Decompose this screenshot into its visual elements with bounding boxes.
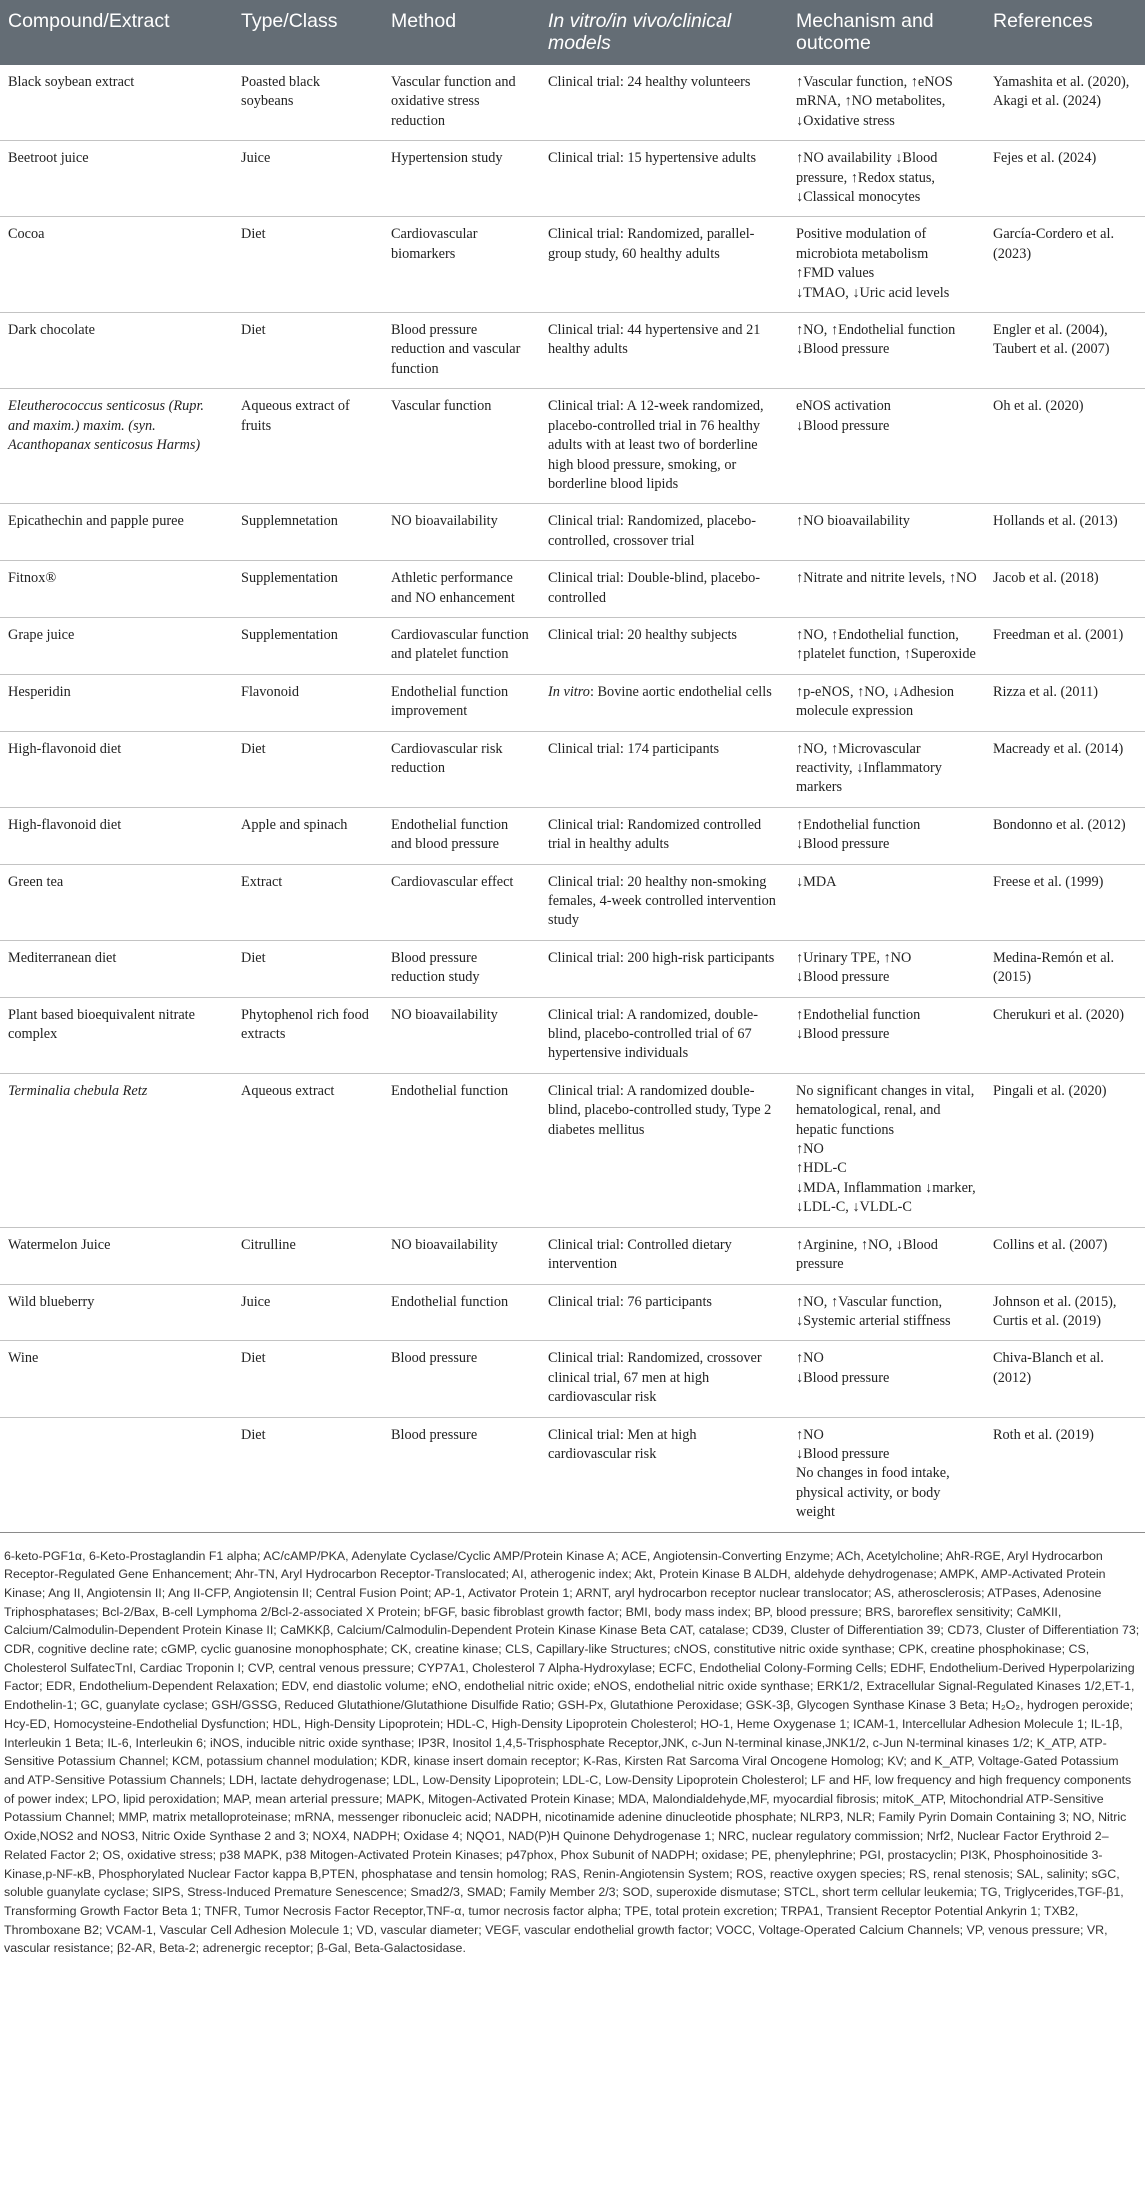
cell-compound: Green tea (0, 864, 233, 940)
cell-compound: Terminalia chebula Retz (0, 1073, 233, 1227)
cell-method: Blood pressure (383, 1341, 540, 1417)
cell-references: Pingali et al. (2020) (985, 1073, 1145, 1227)
cell-type: Supplementation (233, 617, 383, 674)
cell-compound (0, 1417, 233, 1532)
cell-compound: Grape juice (0, 617, 233, 674)
table-row (0, 217, 1145, 313)
cell-type: Flavonoid (233, 674, 383, 731)
cell-method: NO bioavailability (383, 1227, 540, 1284)
cell-mechanism: ↑Vascular function, ↑eNOS mRNA, ↑NO metabolites, ↓Oxidative stress (788, 65, 985, 141)
cell-compound: Epicathechin and papple puree (0, 504, 233, 561)
cell-references: Jacob et al. (2018) (985, 561, 1145, 618)
table-row (0, 1341, 1145, 1417)
cell-models: Clinical trial: 44 hypertensive and 21 healthy adults (540, 313, 788, 389)
table-row (0, 561, 1145, 618)
cell-models: Clinical trial: 76 participants (540, 1284, 788, 1341)
table-row (0, 504, 1145, 561)
table-body (0, 65, 1145, 1532)
cell-compound: Cocoa (0, 217, 233, 313)
table-row (0, 1227, 1145, 1284)
cell-mechanism: ↑NO bioavailability (788, 504, 985, 561)
cell-compound: Dark chocolate (0, 313, 233, 389)
cell-models: Clinical trial: 15 hypertensive adults (540, 141, 788, 217)
cell-references: Engler et al. (2004), Taubert et al. (2007) (985, 313, 1145, 389)
cell-models: Clinical trial: Controlled dietary intervention (540, 1227, 788, 1284)
cell-method: Endothelial function improvement (383, 674, 540, 731)
cell-method: Cardiovascular risk reduction (383, 731, 540, 807)
header-method: Method (383, 0, 540, 65)
cell-mechanism: No significant changes in vital, hematological, renal, and hepatic functions ↑NO ↑HDL-C ↓MDA, Inflammation ↓marker, ↓LDL-C, ↓VLDL-C (788, 1073, 985, 1227)
cell-compound: Plant based bioequivalent nitrate complex (0, 997, 233, 1073)
cell-method: Cardiovascular effect (383, 864, 540, 940)
table-row (0, 864, 1145, 940)
cell-compound: Watermelon Juice (0, 1227, 233, 1284)
cell-compound: Beetroot juice (0, 141, 233, 217)
cell-type: Phytophenol rich food extracts (233, 997, 383, 1073)
cell-mechanism: ↑p-eNOS, ↑NO, ↓Adhesion molecule expression (788, 674, 985, 731)
cell-method: Endothelial function (383, 1284, 540, 1341)
header-row (0, 0, 1145, 65)
cell-references: Hollands et al. (2013) (985, 504, 1145, 561)
cell-models: In vitro: Bovine aortic endothelial cells (540, 674, 788, 731)
cell-mechanism: ↑Endothelial function ↓Blood pressure (788, 997, 985, 1073)
table-row (0, 617, 1145, 674)
cell-method: Endothelial function (383, 1073, 540, 1227)
cell-models: Clinical trial: Double-blind, placebo-controlled (540, 561, 788, 618)
cell-references: Chiva-Blanch et al. (2012) (985, 1341, 1145, 1417)
cell-type: Diet (233, 217, 383, 313)
cell-type: Citrulline (233, 1227, 383, 1284)
cell-references: Medina-Remón et al. (2015) (985, 940, 1145, 997)
cell-compound: Fitnox® (0, 561, 233, 618)
cell-references: Yamashita et al. (2020), Akagi et al. (2024) (985, 65, 1145, 141)
table-row (0, 1073, 1145, 1227)
cell-method: Endothelial function and blood pressure (383, 807, 540, 864)
cell-compound: Wine (0, 1341, 233, 1417)
header-references: References (985, 0, 1145, 65)
cell-type: Diet (233, 313, 383, 389)
cell-method: Hypertension study (383, 141, 540, 217)
cell-mechanism: ↑Urinary TPE, ↑NO ↓Blood pressure (788, 940, 985, 997)
cell-references: Bondonno et al. (2012) (985, 807, 1145, 864)
cell-references: Fejes et al. (2024) (985, 141, 1145, 217)
table-row (0, 997, 1145, 1073)
cell-models: Clinical trial: 24 healthy volunteers (540, 65, 788, 141)
cell-type: Poasted black soybeans (233, 65, 383, 141)
cell-references: Rizza et al. (2011) (985, 674, 1145, 731)
table-row (0, 389, 1145, 504)
cell-type: Apple and spinach (233, 807, 383, 864)
cell-type: Supplementation (233, 561, 383, 618)
cell-method: Athletic performance and NO enhancement (383, 561, 540, 618)
table-row (0, 1417, 1145, 1532)
cell-compound: High-flavonoid diet (0, 731, 233, 807)
abbreviations-footnote: 6-keto-PGF1α, 6-Keto-Prostaglandin F1 alpha; AC/cAMP/PKA, Adenylate Cyclase/Cyclic AMP/Protein Kinase A; ACE, Angiotensin-Converting Enzyme; ACh, Acetylcholine; AhR-RGE, Aryl Hydrocarbon Receptor-Regulated Gene Enhancement; Ahr-TN, Aryl Hydrocarbon Receptor-Translocated; AI, atherogenic index; Akt, Protein Kinase B ALDH, aldehyde dehydrogenase; AMPK, AMP-Activated Protein Kinase; Ang II, Angiotensin II; Ang II-CFP, Angiotensin II; Central Fusion Point; AP-1, Activator Protein 1; ARNT, aryl hydrocarbon receptor nuclear translocator; AS, atherosclerosis; ATPases, Adenosine Triphosphatases; Bcl-2/Bax, B-cell Lymphoma 2/Bcl-2-associated X Protein; bFGF, basic fibroblast growth factor; BMI, body mass index; BP, blood pressure; BRS, baroreflex sensitivity; CaMKII, Calcium/Calmodulin-Dependent Protein Kinase II; CaMKKβ, Calcium/Calmodulin-Dependent Protein Kinase Kinase Beta CAT, catalase; CD39, Cluster of Differentiation 39; CD73, Cluster of Differentiation 73; CDR, cognitive decline rate; cGMP, cyclic guanosine monophosphate; CK, creatine kinase; CLS, Capillary-like Structures; cNOS, constitutive nitric oxide synthase; CPK, creatine phosphokinase; CS, Cholesterol SulfatecTnI, Cardiac Troponin I; CVP, central venous pressure; CYP7A1, Cholesterol 7 Alpha-Hydroxylase; ECFC, Endothelial Colony-Forming Cells; EDHF, Endothelium-Derived Hyperpolarizing Factor; EDR, Endothelium-Dependent Relaxation; EDV, end diastolic volume; eNO, endothelial nitric oxide; eNOS, endothelial nitric oxide synthase; ERK1/2, Extracellular Signal-Regulated Kinases 1/2,ET-1, Endothelin-1; GC, guanylate cyclase; GSH/GSSG, Reduced Glutathione/Glutathione Disulfide Ratio; GSH-Px, Glutathione Peroxidase; GSK-3β, Glycogen Synthase Kinase 3 Beta; H₂O₂, hydrogen peroxide; Hcy-ED, Homocysteine-Endothelial Dysfunction; HDL, High-Density Lipoprotein; HDL-C, High-Density Lipoprotein Cholesterol; HO-1, Heme Oxygenase 1; ICAM-1, Intercellular Adhesion Molecule 1; IL-1β, Interleukin 1 Beta; IL-6, Interleukin 6; iNOS, inducible nitric oxide synthase; IP3R, Inositol 1,4,5-Trisphosphate Receptor,JNK, c-Jun N-terminal kinase,JNK1/2, c-Jun N-terminal kinases 1/2; K_ATP, ATP-Sensitive Potassium Channel; KCM, potassium channel modulation; KDR, kinase insert domain receptor; K-Ras, Kirsten Rat Sarcoma Viral Oncogene Homolog; KV; and K_ATP, Voltage-Gated Potassium and ATP-Sensitive Potassium Channels; LDH, lactate dehydrogenase; LDL, Low-Density Lipoprotein; LDL-C, Low-Density Lipoprotein Cholesterol; LF and HF, low frequency and high frequency components of power index; LPO, lipid peroxidation; MAP, mean arterial pressure; MAPK, Mitogen-Activated Protein Kinase; MDA, Malondialdehyde,MF, myocardial fibrosis; mitoK_ATP, Mitochondrial ATP-Sensitive Potassium Channel; MMP, matrix metalloproteinase; mRNA, messenger ribonucleic acid; NADPH, nicotinamide adenine dinucleotide phosphate; NLRP3, NLR; Family Pyrin Domain Containing 3; NO, Nitric Oxide,NOS2 and NOS3, Nitric Oxide Synthase 2 and 3; NOX4, NADPH; Oxidase 4; NQO1, NAD(P)H Quinone Dehydrogenase 1; NRC, nuclear regulatory commission; Nrf2, Nuclear Factor Erythroid 2–Related Factor 2; OS, oxidative stress; p38 MAPK, p38 Mitogen-Activated Protein Kinases; p47phox, Phox Subunit of NADPH; oxidase; PE, phenylephrine; PGI, prostacyclin; PI3K, Phosphoinositide 3-Kinase,p-NF-κB, Phosphorylated Nuclear Factor kappa B,PTEN, phosphatase and tensin homolog; RAS, Renin-Angiotensin System; ROS, reactive oxygen species; RS, renal stenosis; SAL, salinity; sGC, soluble guanylate cyclase; SIPS, Stress-Induced Premature Senescence; Smad2/3, SMAD; Family Member 2/3; SOD, superoxide dismutase; STCL, short term cellular leukemia; TG, Triglycerides,TGF-β1, Transforming Growth Factor Beta 1; TNFR, Tumor Necrosis Factor Receptor,TNF-α, tumor necrosis factor alpha; TPE, total protein excretion; TRPA1, Transient Receptor Potential Ankyrin 1; TXB2, Thromboxane B2; VCAM-1, Vascular Cell Adhesion Molecule 1; VD, vascular diameter; VEGF, vascular endothelial growth factor; VOCC, Voltage-Operated Calcium Channels; VP, venous pressure; VR, vascular resistance; β2-AR, Beta-2; adrenergic receptor; β-Gal, Beta-Galactosidase. (4, 1548, 1140, 1956)
table-row (0, 940, 1145, 997)
table-header (0, 0, 1145, 65)
cell-method: Blood pressure (383, 1417, 540, 1532)
table-row (0, 807, 1145, 864)
cell-mechanism: ↑Nitrate and nitrite levels, ↑NO (788, 561, 985, 618)
cell-type: Diet (233, 1417, 383, 1532)
cell-models: Clinical trial: 20 healthy subjects (540, 617, 788, 674)
cell-method: Cardiovascular biomarkers (383, 217, 540, 313)
table-row (0, 1284, 1145, 1341)
header-compound: Compound/Extract (0, 0, 233, 65)
cell-type: Aqueous extract of fruits (233, 389, 383, 504)
cell-references: Freedman et al. (2001) (985, 617, 1145, 674)
cell-mechanism: ↓MDA (788, 864, 985, 940)
cell-mechanism: ↑NO, ↑Endothelial function ↓Blood pressure (788, 313, 985, 389)
header-mechanism: Mechanism and outcome (788, 0, 985, 65)
cell-models: Clinical trial: 20 healthy non-smoking females, 4-week controlled intervention study (540, 864, 788, 940)
cell-mechanism: ↑NO ↓Blood pressure No changes in food intake, physical activity, or body weight (788, 1417, 985, 1532)
cell-references: García-Cordero et al. (2023) (985, 217, 1145, 313)
header-type: Type/Class (233, 0, 383, 65)
cell-models: Clinical trial: A 12-week randomized, placebo-controlled trial in 76 healthy adults with at least two of borderline high blood pressure, smoking, or borderline blood lipids (540, 389, 788, 504)
cell-mechanism: ↑NO, ↑Endothelial function, ↑platelet function, ↑Superoxide (788, 617, 985, 674)
cell-models: Clinical trial: A randomized double-blind, placebo-controlled study, Type 2 diabetes mellitus (540, 1073, 788, 1227)
cell-references: Freese et al. (1999) (985, 864, 1145, 940)
cell-mechanism: ↑Arginine, ↑NO, ↓Blood pressure (788, 1227, 985, 1284)
table-row (0, 141, 1145, 217)
cell-method: NO bioavailability (383, 504, 540, 561)
cell-references: Collins et al. (2007) (985, 1227, 1145, 1284)
table-row (0, 65, 1145, 141)
cell-compound: Hesperidin (0, 674, 233, 731)
cell-references: Oh et al. (2020) (985, 389, 1145, 504)
header-models: In vitro/in vivo/clinical models (540, 0, 788, 65)
cell-type: Supplemnetation (233, 504, 383, 561)
cell-mechanism: ↑NO ↓Blood pressure (788, 1341, 985, 1417)
cell-models: Clinical trial: Randomized controlled trial in healthy adults (540, 807, 788, 864)
cell-method: Vascular function (383, 389, 540, 504)
cell-references: Roth et al. (2019) (985, 1417, 1145, 1532)
cell-mechanism: ↑NO, ↑Vascular function, ↓Systemic arterial stiffness (788, 1284, 985, 1341)
cell-compound: Black soybean extract (0, 65, 233, 141)
cell-type: Juice (233, 1284, 383, 1341)
cell-mechanism: ↑NO, ↑Microvascular reactivity, ↓Inflammatory markers (788, 731, 985, 807)
cell-models: Clinical trial: A randomized, double-blind, placebo-controlled trial of 67 hypertensive individuals (540, 997, 788, 1073)
cell-type: Juice (233, 141, 383, 217)
cell-method: Blood pressure reduction study (383, 940, 540, 997)
cell-models: Clinical trial: 200 high-risk participants (540, 940, 788, 997)
cell-models: Clinical trial: Men at high cardiovascular risk (540, 1417, 788, 1532)
cell-compound: High-flavonoid diet (0, 807, 233, 864)
table-row (0, 313, 1145, 389)
cell-compound: Wild blueberry (0, 1284, 233, 1341)
cell-mechanism: ↑Endothelial function ↓Blood pressure (788, 807, 985, 864)
cell-type: Diet (233, 940, 383, 997)
cell-method: Vascular function and oxidative stress reduction (383, 65, 540, 141)
cell-type: Diet (233, 731, 383, 807)
cell-models: Clinical trial: Randomized, crossover clinical trial, 67 men at high cardiovascular risk (540, 1341, 788, 1417)
cell-type: Extract (233, 864, 383, 940)
cell-models: Clinical trial: 174 participants (540, 731, 788, 807)
cell-mechanism: ↑NO availability ↓Blood pressure, ↑Redox status, ↓Classical monocytes (788, 141, 985, 217)
cell-models: Clinical trial: Randomized, placebo-controlled, crossover trial (540, 504, 788, 561)
table-row (0, 674, 1145, 731)
cell-type: Aqueous extract (233, 1073, 383, 1227)
cell-method: NO bioavailability (383, 997, 540, 1073)
cell-mechanism: Positive modulation of microbiota metabolism ↑FMD values ↓TMAO, ↓Uric acid levels (788, 217, 985, 313)
cell-references: Johnson et al. (2015), Curtis et al. (2019) (985, 1284, 1145, 1341)
cell-references: Macready et al. (2014) (985, 731, 1145, 807)
cell-type: Diet (233, 1341, 383, 1417)
cell-compound: Mediterranean diet (0, 940, 233, 997)
cell-references: Cherukuri et al. (2020) (985, 997, 1145, 1073)
table-row (0, 731, 1145, 807)
cell-mechanism: eNOS activation ↓Blood pressure (788, 389, 985, 504)
cell-compound: Eleutherococcus senticosus (Rupr. and maxim.) maxim. (syn. Acanthopanax senticosus Harms) (0, 389, 233, 504)
cell-method: Cardiovascular function and platelet function (383, 617, 540, 674)
cell-models: Clinical trial: Randomized, parallel-group study, 60 healthy adults (540, 217, 788, 313)
cell-method: Blood pressure reduction and vascular function (383, 313, 540, 389)
